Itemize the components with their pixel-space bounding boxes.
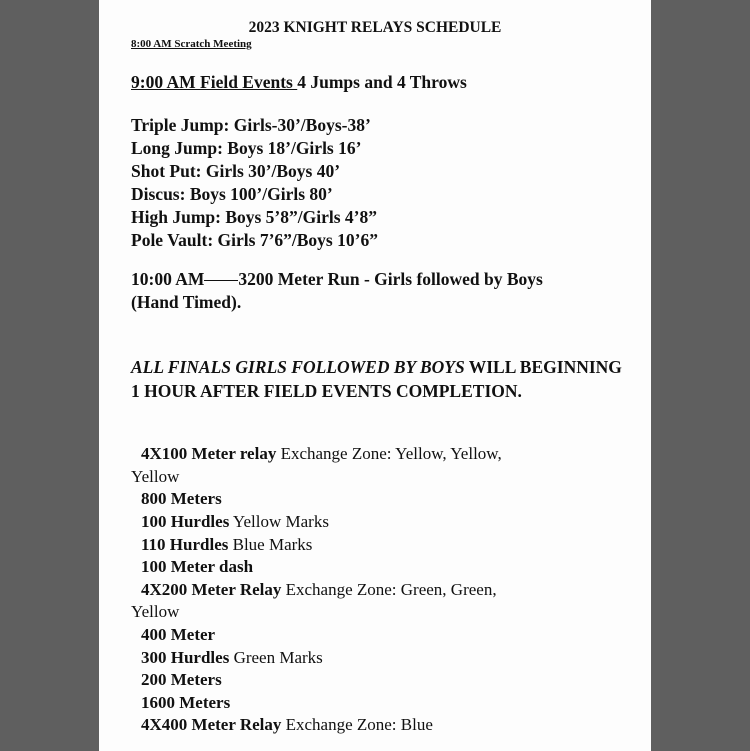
event-line [141, 693, 230, 713]
finals-rest: WILL BEGINNING 1 HOUR AFTER FIELD EVENTS COMPLETION. [131, 357, 622, 401]
event-name: 110 Hurdles [141, 535, 229, 554]
event-name: 100 Hurdles [141, 512, 230, 531]
finals-italic: ALL FINALS GIRLS FOLLOWED BY BOYS [131, 357, 465, 377]
event-name: 4X200 Meter Relay [141, 580, 282, 599]
event-line [141, 580, 497, 600]
run-time: 10:00 AM [131, 269, 205, 289]
event-line [141, 557, 253, 577]
event-name: 4X400 Meter Relay [141, 715, 282, 734]
event-name: 800 Meters [141, 489, 222, 508]
event-line [141, 512, 329, 532]
field-events-heading [131, 72, 467, 93]
event-name: 1600 Meters [141, 693, 231, 712]
left-border [0, 0, 99, 751]
blank-underline [204, 280, 238, 281]
event-detail: Yellow Marks [229, 512, 329, 531]
event-wrap-line: Yellow [131, 467, 180, 486]
field-events-summary: 4 Jumps and 4 Throws [297, 72, 467, 92]
run-note: (Hand Timed). [131, 292, 242, 312]
scratch-meeting: 8:00 AM Scratch Meeting [131, 38, 252, 50]
field-event-line: Shot Put: Girls 30’/Boys 40’ [131, 161, 341, 181]
event-name: 100 Meter dash [141, 557, 254, 576]
event-detail: Blue Marks [228, 535, 313, 554]
field-events-time: 9:00 AM Field Events [131, 72, 298, 92]
event-name: 300 Hurdles [141, 648, 230, 667]
schedule-page [99, 0, 651, 751]
event-line [141, 670, 222, 690]
finals-notice [131, 356, 631, 403]
event-line [141, 535, 312, 555]
field-event-line: Long Jump: Boys 18’/Girls 16’ [131, 138, 362, 158]
field-event-line: Discus: Boys 100’/Girls 80’ [131, 184, 333, 204]
event-detail: Exchange Zone: Yellow, Yellow, [276, 444, 502, 463]
event-wrap-line: Yellow [131, 602, 180, 621]
right-border [651, 0, 750, 751]
event-line [141, 648, 323, 668]
event-name: 400 Meter [141, 625, 216, 644]
run-description: 3200 Meter Run - Girls followed by Boys [238, 269, 543, 289]
event-name: 4X100 Meter relay [141, 444, 277, 463]
event-line [141, 715, 433, 735]
event-line [141, 489, 222, 509]
page-title: 2023 KNIGHT RELAYS SCHEDULE [248, 19, 502, 36]
field-event-line: High Jump: Boys 5’8”/Girls 4’8” [131, 207, 377, 227]
event-line [141, 625, 215, 645]
event-line [141, 444, 502, 464]
event-name: 200 Meters [141, 670, 222, 689]
event-detail: Exchange Zone: Green, Green, [281, 580, 497, 599]
event-detail: Green Marks [229, 648, 323, 667]
run-line [131, 269, 543, 290]
field-event-line: Triple Jump: Girls-30’/Boys-38’ [131, 115, 371, 135]
field-event-line: Pole Vault: Girls 7’6”/Boys 10’6” [131, 230, 378, 250]
event-detail: Exchange Zone: Blue [281, 715, 433, 734]
